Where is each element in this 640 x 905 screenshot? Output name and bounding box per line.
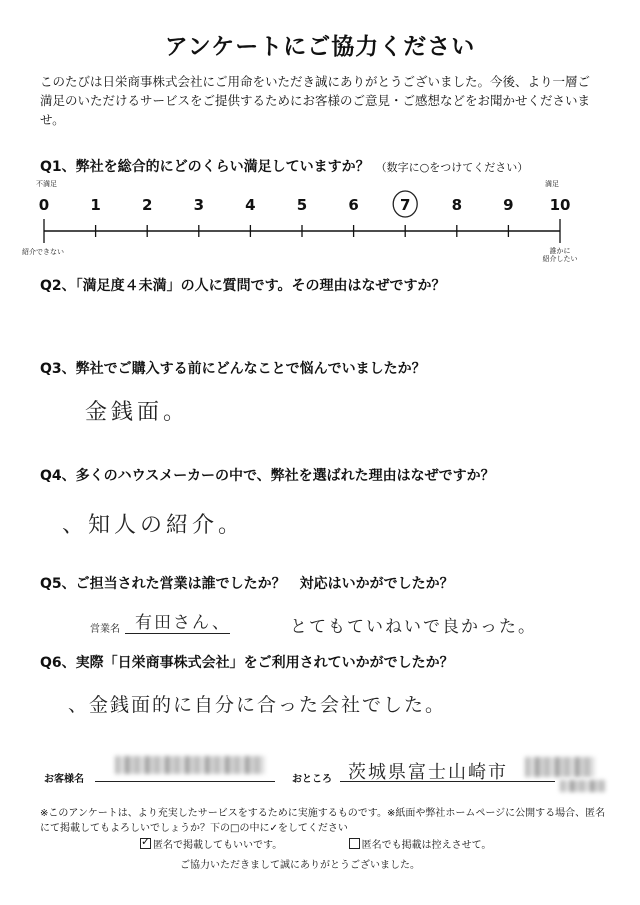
question-1 <box>40 156 528 176</box>
selected-score-circle <box>0 186 640 226</box>
scale-number-8[interactable]: 8 <box>451 196 463 214</box>
question-5: Q5、ご担当された営業は誰でしたか？ 対応はいかがでしたか？ <box>40 576 454 592</box>
scale-number-6[interactable]: 6 <box>348 196 359 214</box>
scale-right-bottom-label <box>540 247 580 263</box>
publication-options <box>140 838 560 853</box>
scale-right-bottom-line1: 誰かに <box>549 247 571 255</box>
address-label: おところ <box>292 774 332 785</box>
scale-number-5[interactable]: 5 <box>296 196 308 214</box>
scale-number-9[interactable]: 9 <box>503 196 514 214</box>
question-1-text: Q1、弊社を総合的にどのくらい満足していますか？ <box>40 159 370 175</box>
question-1-note: （数字に○をつけてください） <box>375 161 529 174</box>
answer-5-handwritten: とてもていねいで良かった。 <box>290 617 537 637</box>
scale-left-top-label: 不満足 <box>36 180 57 188</box>
opt-decline-label: 匿名でも掲載は控えさせて。 <box>361 840 492 851</box>
intro-text: このたびは日栄商事株式会社にご用命をいただき誠にありがとうございました。今後、より一層ご満足のいただけるサービスをご提供するためにお客様のご意見・ご感想などをお聞かせくださいませ。 <box>40 74 591 127</box>
address-underline <box>340 781 555 782</box>
scale-number-10[interactable]: 10 <box>549 196 571 214</box>
survey-title: アンケートにご協力ください <box>164 34 476 60</box>
scale-left-bottom-label: 紹介できない <box>22 248 64 256</box>
opt-decline-checkbox[interactable] <box>349 838 360 849</box>
customer-name-underline <box>95 781 275 782</box>
customer-name-label: お客様名 <box>44 774 84 785</box>
scale-number-1[interactable]: 1 <box>90 196 101 214</box>
scale-number-3[interactable]: 3 <box>193 196 205 214</box>
address-redacted-2 <box>560 780 605 792</box>
question-3: Q3、弊社でご購入する前にどんなことで悩んでいましたか？ <box>40 361 426 377</box>
opt-anonymous-ok-checkbox[interactable] <box>140 838 151 849</box>
sales-name-label: 営業名 <box>90 624 120 635</box>
answer-6-handwritten: 、金銭面的に自分に合った会社でした。 <box>68 694 447 716</box>
answer-3-handwritten: 金銭面。 <box>85 400 190 425</box>
answer-4-handwritten: 、知人の紹介。 <box>62 513 245 538</box>
thanks-text: ご協力いただきまして誠にありがとうございました。 <box>180 860 420 871</box>
scale-right-bottom-line2: 紹介したい <box>542 255 578 263</box>
customer-name-redacted <box>115 756 265 774</box>
scale-number-2[interactable]: 2 <box>141 196 153 214</box>
opt-anonymous-ok-label: 匿名で掲載してもいいです。 <box>153 840 283 851</box>
scale-number-4[interactable]: 4 <box>245 196 256 214</box>
sales-name-underline <box>125 633 230 634</box>
sales-name-handwritten: 有田さん、 <box>135 613 232 633</box>
privacy-note: ※このアンケートは、より充実したサービスをするために実施するものです。※紙面や弊社ホームページに公開する場合、匿名にて掲載してもよろしいでしょうか？下の□の中に✓をしてください <box>40 808 606 834</box>
address-handwritten: 茨城県富士山崎市 <box>348 762 508 783</box>
question-2: Q2、「満足度４未満」の人に質問です。その理由はなぜですか？ <box>40 278 446 294</box>
question-6: Q6、実際「日栄商事株式会社」をご利用されていかがでしたか？ <box>40 655 454 671</box>
question-4: Q4、多くのハウスメーカーの中で、弊社を選ばれた理由はなぜですか？ <box>40 468 495 484</box>
scale-number-7[interactable]: 7 <box>399 196 411 214</box>
address-redacted <box>525 757 595 777</box>
scale-number-0[interactable]: 0 <box>38 196 50 214</box>
scale-right-top-label: 満足 <box>545 180 559 188</box>
